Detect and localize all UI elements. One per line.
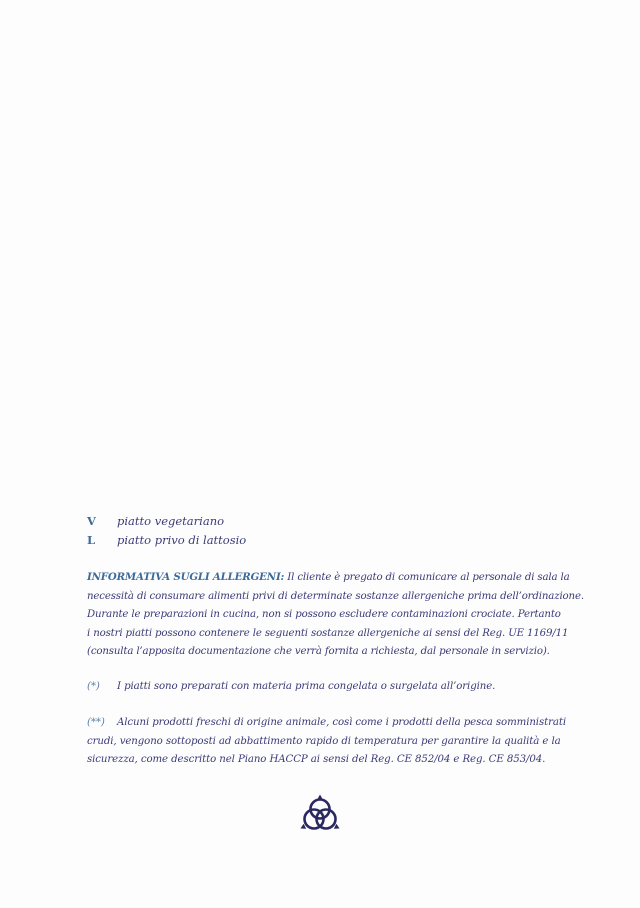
allergen-line-2: necessità di consumare alimenti privi di determinate sostanze allergeniche prima dell’ordinazione. bbox=[87, 590, 584, 602]
legend-item-vegetarian bbox=[87, 514, 567, 533]
raw-note-line-1 bbox=[87, 714, 566, 733]
allergen-line-3: Durante le preparazioni in cucina, non si possono escludere contaminazioni crociate. Pertanto bbox=[87, 609, 561, 620]
legend-code: V bbox=[87, 514, 96, 528]
allergen-line-5: (consulta l’apposita documentazione che verrà fornita a richiesta, dal personale in servizio). bbox=[87, 646, 550, 657]
frozen-note-text: I piatti sono preparati con materia prima congelata o surgelata all’origine. bbox=[117, 681, 496, 692]
dietary-legend bbox=[87, 514, 567, 552]
legend-item-lactose-free bbox=[87, 533, 567, 552]
frozen-note-line bbox=[87, 678, 557, 697]
allergen-line-1 bbox=[87, 568, 570, 588]
allergen-information bbox=[87, 568, 584, 662]
allergen-text-1: Il cliente è pregato di comunicare al personale di sala la bbox=[284, 572, 570, 583]
legend-text: piatto vegetariano bbox=[117, 514, 225, 528]
raw-note-mark: (**) bbox=[87, 717, 105, 728]
frozen-note-mark: (*) bbox=[87, 681, 100, 692]
legend-text: piatto privo di lattosio bbox=[117, 533, 247, 547]
allergen-title: INFORMATIVA SUGLI ALLERGENI: bbox=[87, 571, 285, 583]
raw-note-line-2: crudi, vengono sottoposti ad abbattimento rapido di temperatura per garantire la qualità e la bbox=[87, 735, 561, 747]
raw-note-text-1: Alcuni prodotti freschi di origine animale, così come i prodotti della pesca somministrati bbox=[117, 717, 566, 728]
allergen-line-4: i nostri piatti possono contenere le seguenti sostanze allergeniche ai sensi del Reg. UE 1169/11 bbox=[87, 627, 569, 639]
frozen-note bbox=[87, 678, 557, 697]
triquetra-circles-icon bbox=[298, 793, 342, 837]
legend-code: L bbox=[87, 533, 96, 547]
raw-note-line-3: sicurezza, come descritto nel Piano HACCP ai sensi del Reg. CE 852/04 e Reg. CE 853/04. bbox=[87, 754, 546, 765]
raw-products-note bbox=[87, 714, 566, 770]
